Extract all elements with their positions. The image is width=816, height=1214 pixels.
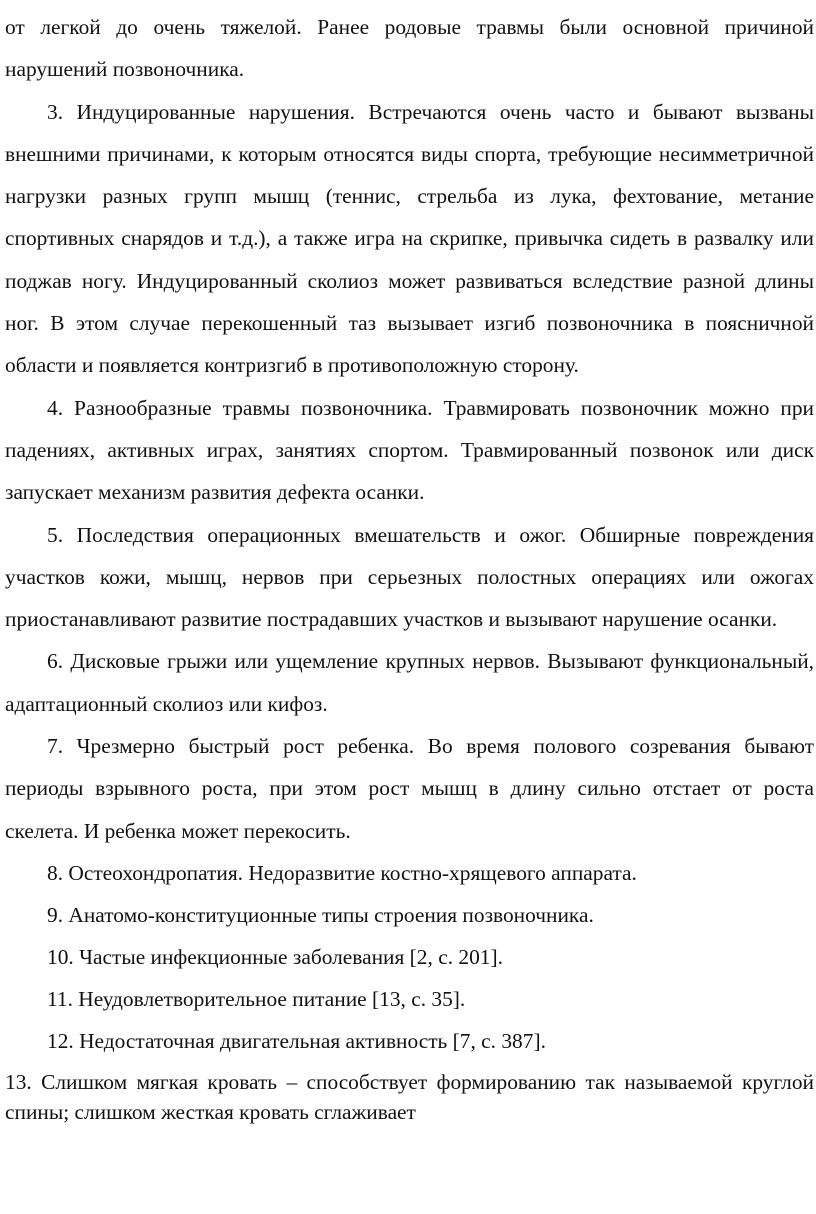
paragraph-item-11: 11. Неудовлетворительное питание [13, с. 35]. [47, 986, 466, 1011]
paragraph-item-10: 10. Частые инфекционные заболевания [2, с. 201]. [47, 944, 503, 969]
paragraph-item-3: 3. Индуцированные нарушения. Встречаются очень часто и бывают вызваны внешними причинами, к которым относятся виды спорта, требующие несимметричной нагрузки разных групп мышц (теннис, стрельба из лука, фехтование, метание спортивных снарядов и т.д.), а также игра на скрипке, привычка сидеть в развалку или поджав ногу. Индуцированный сколиоз может развиваться вследствие разной длины ног. В этом случае перекошенный таз вызывает изгиб позвоночника в поясничной области и появляется контризгиб в противоположную сторону. [5, 99, 814, 378]
paragraph-item-13: 13. Слишком мягкая кровать – способствует формированию так называемой круглой спины; слишком жесткая кровать сглаживает [5, 1069, 814, 1124]
paragraph-item-12: 12. Недостаточная двигательная активность [7, с. 387]. [47, 1028, 546, 1053]
paragraph-item-7: 7. Чрезмерно быстрый рост ребенка. Во время полового созревания бывают периоды взрывного роста, при этом рост мышц в длину сильно отстает от роста скелета. И ребенка может перекосить. [5, 734, 814, 843]
paragraph-item-8: 8. Остеохондропатия. Недоразвитие костно-хрящевого аппарата. [47, 860, 637, 885]
paragraph-item-9: 9. Анатомо-конституционные типы строения позвоночника. [47, 902, 594, 927]
paragraph-item-6: 6. Дисковые грыжи или ущемление крупных нервов. Вызывают функциональный, адаптационный сколиоз или кифоз. [5, 649, 814, 716]
paragraph-continuation: от легкой до очень тяжелой. Ранее родовые травмы были основной причиной нарушений позвоночника. [5, 15, 814, 82]
paragraph-item-4: 4. Разнообразные травмы позвоночника. Травмировать позвоночник можно при падениях, активных играх, занятиях спортом. Травмированный позвонок или диск запускает механизм развития дефекта осанки. [5, 395, 814, 505]
paragraph-item-5: 5. Последствия операционных вмешательств и ожог. Обширные повреждения участков кожи, мышц, нервов при серьезных полостных операциях или ожогах приостанавливают развитие пострадавших участков и вызывают нарушение осанки. [5, 522, 814, 632]
